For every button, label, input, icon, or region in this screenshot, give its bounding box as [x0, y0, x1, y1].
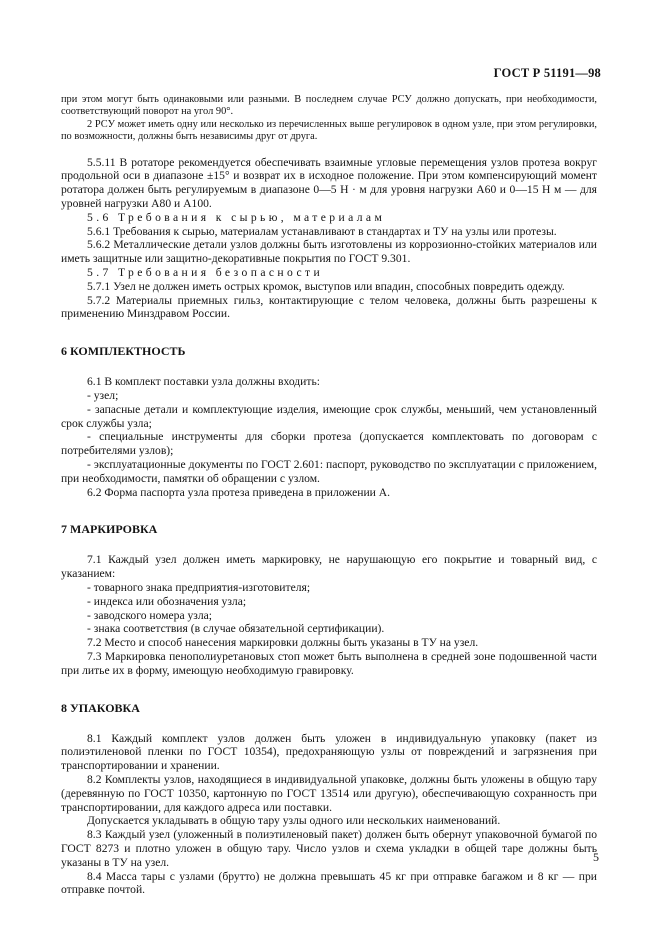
- note-continuation: при этом могут быть одинаковыми или разными. В последнем случае РСУ должно допускать, при необходимости, соответствующий поворот на угол 90°.: [61, 94, 597, 118]
- subheading-5-7: 5.7 Требования безопасности: [87, 266, 324, 279]
- list-item: - заводского номера узла;: [87, 608, 213, 622]
- clause-8-3: 8.3 Каждый узел (уложенный в полиэтиленовый пакет) должен быть обернут упаковочной бумагой по ГОСТ 8273 и плотно уложен в общую тару. Число узлов и схема укладки в общей таре должны быть указаны в ТУ на узел.: [61, 828, 597, 869]
- section-8-heading: 8 УПАКОВКА: [61, 700, 140, 715]
- clause-7-1: 7.1 Каждый узел должен иметь маркировку, не нарушающую его покрытие и товарный вид, с указанием:: [61, 553, 597, 581]
- clause-5-5-11: 5.5.11 В ротаторе рекомендуется обеспечивать взаимные угловые перемещения узлов протеза вокруг продольной оси в диапазоне ±15° и возврат их в исходное положение. При этом компенсирующий момент ротатора должен быть регулируемым в диапазоне 0—5 Н · м для уровня нагрузки А60 и 0—15 Н м — для уровней нагрузки А80 и А100.: [61, 155, 597, 211]
- clause-6-2: 6.2 Форма паспорта узла протеза приведена в приложении А.: [87, 485, 391, 499]
- clause-8-1: 8.1 Каждый комплект узлов должен быть уложен в индивидуальную упаковку (пакет из полиэтиленовой пленки по ГОСТ 10354), предохраняющую узлы от повреждений и загрязнения при транспортировании и хранении.: [61, 731, 597, 773]
- clause-5-7-2: 5.7.2 Материалы приемных гильз, контактирующие с телом человека, должны быть разрешены к применению Минздравом России.: [61, 293, 597, 321]
- section-6-heading: 6 КОМПЛЕКТНОСТЬ: [61, 344, 186, 359]
- list-item: - товарного знака предприятия-изготовителя;: [87, 580, 311, 594]
- clause-5-6-1: 5.6.1 Требования к сырью, материалам устанавливают в стандартах и ТУ на узлы или протезы.: [87, 224, 557, 238]
- clause-7-3: 7.3 Маркировка пенополиуретановых стоп может быть выполнена в средней зоне подошвенной части при литье их в форму, имеющую необходимую гравировку.: [61, 649, 597, 677]
- list-item: - эксплуатационные документы по ГОСТ 2.601: паспорт, руководство по эксплуатации с приложением, при необходимости, памятки об обращении с узлом.: [61, 457, 597, 485]
- list-item: - индекса или обозначения узла;: [87, 594, 247, 608]
- clause-7-2: 7.2 Место и способ нанесения маркировки должны быть указаны в ТУ на узел.: [87, 636, 479, 650]
- list-item: - знака соответствия (в случае обязательной сертификации).: [87, 622, 385, 636]
- clause-5-7-1: 5.7.1 Узел не должен иметь острых кромок, выступов или впадин, способных повредить одежду.: [87, 279, 565, 293]
- clause-6-1: 6.1 В комплект поставки узла должны входить:: [87, 375, 320, 389]
- clause-8-2: 8.2 Комплекты узлов, находящиеся в индивидуальной упаковке, должны быть уложены в общую тару (деревянную по ГОСТ 10350, картонную по ГОСТ 13514 или другую), обеспечивающую сохранность при транспортировании, для каждого адреса или поставки.: [61, 772, 597, 814]
- clause-5-6-2: 5.6.2 Металлические детали узлов должны быть изготовлены из коррозионно-стойких материалов или иметь защитные или защитно-декоративные покрытия по ГОСТ 9.301.: [61, 238, 597, 266]
- clause-8-2-note: Допускается укладывать в общую тару узлы одного или нескольких наименований.: [87, 814, 501, 828]
- note-2: 2 РСУ может иметь одну или несколько из перечисленных выше регулировок в одном узле, при этом регулировки, по возможности, должны быть независимы друг от друга.: [61, 118, 597, 143]
- subheading-5-6: 5.6 Требования к сырью, материалам: [87, 210, 386, 224]
- section-7-heading: 7 МАРКИРОВКА: [61, 522, 158, 537]
- document-body: [61, 94, 597, 897]
- list-item: - специальные инструменты для сборки протеза (допускается комплектовать по договорам с потребителями узлов);: [61, 430, 597, 458]
- document-header: ГОСТ Р 51191—98: [493, 66, 601, 80]
- clause-8-4: 8.4 Масса тары с узлами (брутто) не должна превышать 45 кг при отправке багажом и 8 кг — при отправке почтой.: [61, 869, 597, 897]
- list-item: - узел;: [87, 388, 119, 402]
- page-number: 5: [593, 850, 599, 864]
- list-item: - запасные детали и комплектующие изделия, имеющие срок службы, меньший, чем установленный срок службы узла;: [61, 402, 597, 430]
